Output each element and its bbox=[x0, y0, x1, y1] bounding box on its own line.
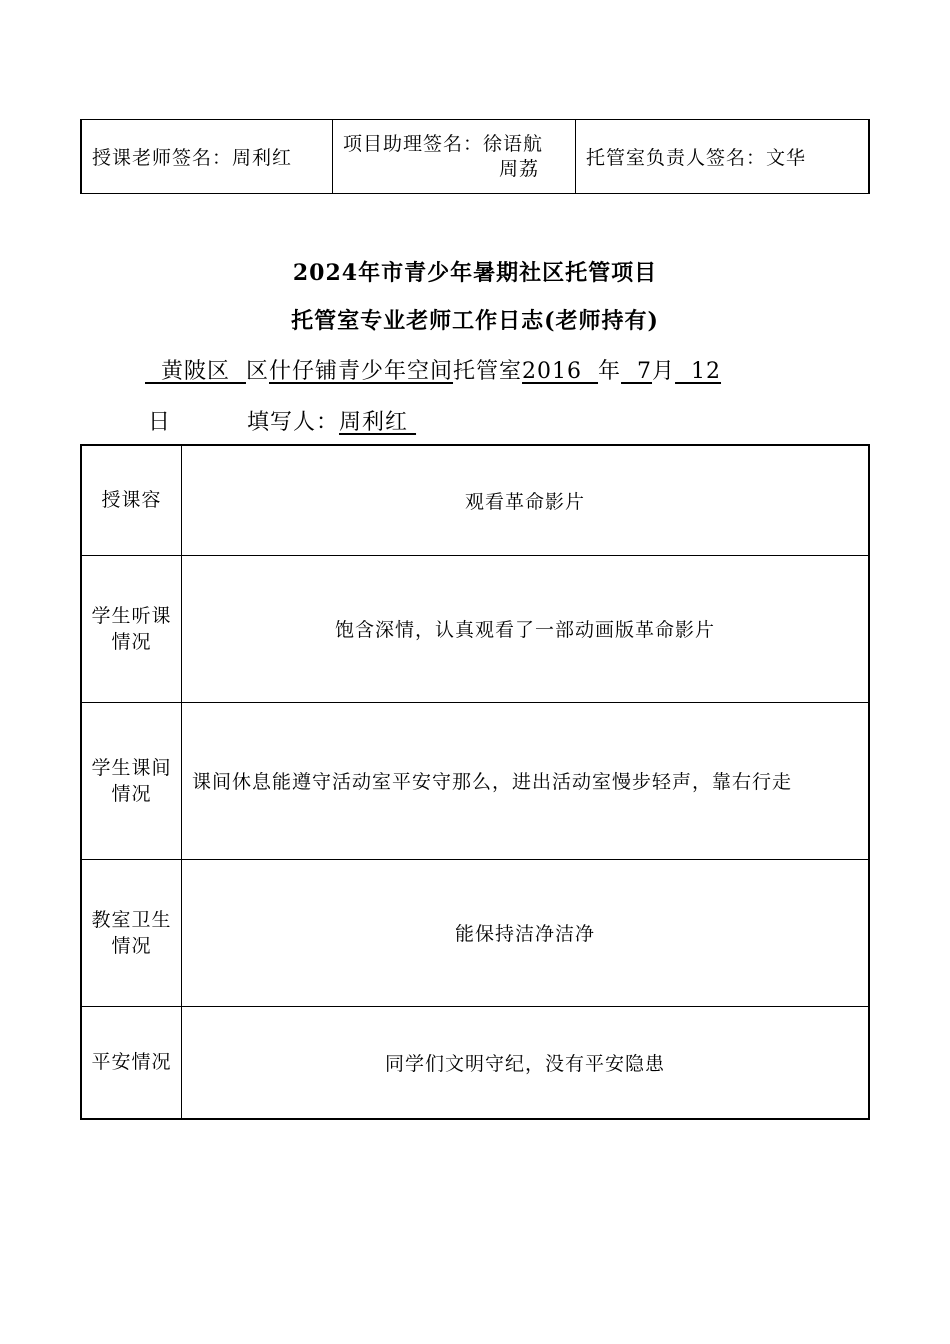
assistant-signature bbox=[333, 120, 576, 194]
district-suffix: 区 bbox=[245, 359, 269, 384]
table-row bbox=[81, 1006, 869, 1119]
writer-field: 周利红 bbox=[339, 410, 417, 435]
teacher-signature: 授课老师签名：周利红 bbox=[81, 120, 333, 194]
row-content: 观看革命影片 bbox=[182, 445, 870, 555]
year-label: 年 bbox=[598, 359, 622, 384]
room-label: 托管室 bbox=[453, 359, 523, 384]
table-row bbox=[81, 859, 869, 1006]
location-date-line bbox=[145, 354, 721, 385]
day-label: 日 bbox=[148, 410, 172, 435]
row-content: 能保持洁净洁净 bbox=[182, 859, 870, 1006]
document-title: 2024年市青少年暑期社区托管项目 bbox=[292, 260, 658, 286]
table-row bbox=[81, 555, 869, 702]
table-row bbox=[81, 445, 869, 555]
month-label: 月 bbox=[652, 359, 676, 384]
row-content: 课间休息能遵守活动室平安守那么，进出活动室慢步轻声，靠右行走 bbox=[182, 702, 870, 859]
row-label: 教室卫生情况 bbox=[81, 859, 182, 1006]
head-signature: 托管室负责人签名：文华 bbox=[576, 120, 870, 194]
assistant-signature-line2: 周荔 bbox=[499, 158, 540, 180]
row-label: 学生课间情况 bbox=[81, 702, 182, 859]
district-field: 黄陂区 bbox=[145, 359, 246, 384]
table-row bbox=[81, 702, 869, 859]
location-field: 什仔铺青少年空间 bbox=[269, 359, 454, 384]
row-content: 同学们文明守纪，没有平安隐患 bbox=[182, 1006, 870, 1119]
signature-table bbox=[80, 119, 870, 194]
writer-line bbox=[148, 405, 416, 436]
row-label: 授课容 bbox=[81, 445, 182, 555]
row-label: 平安情况 bbox=[81, 1006, 182, 1119]
year-field: 2016 bbox=[522, 359, 599, 384]
assistant-signature-line1: 项目助理签名：徐语航 bbox=[343, 133, 544, 155]
work-log-table bbox=[80, 444, 870, 1120]
row-content: 饱含深情，认真观看了一部动画版革命影片 bbox=[182, 555, 870, 702]
month-field: 7 bbox=[621, 359, 653, 384]
writer-label: 填写人： bbox=[247, 410, 340, 435]
day-field: 12 bbox=[675, 359, 722, 384]
row-label: 学生听课情况 bbox=[81, 555, 182, 702]
document-subtitle: 托管室专业老师工作日志(老师持有) bbox=[291, 308, 659, 334]
